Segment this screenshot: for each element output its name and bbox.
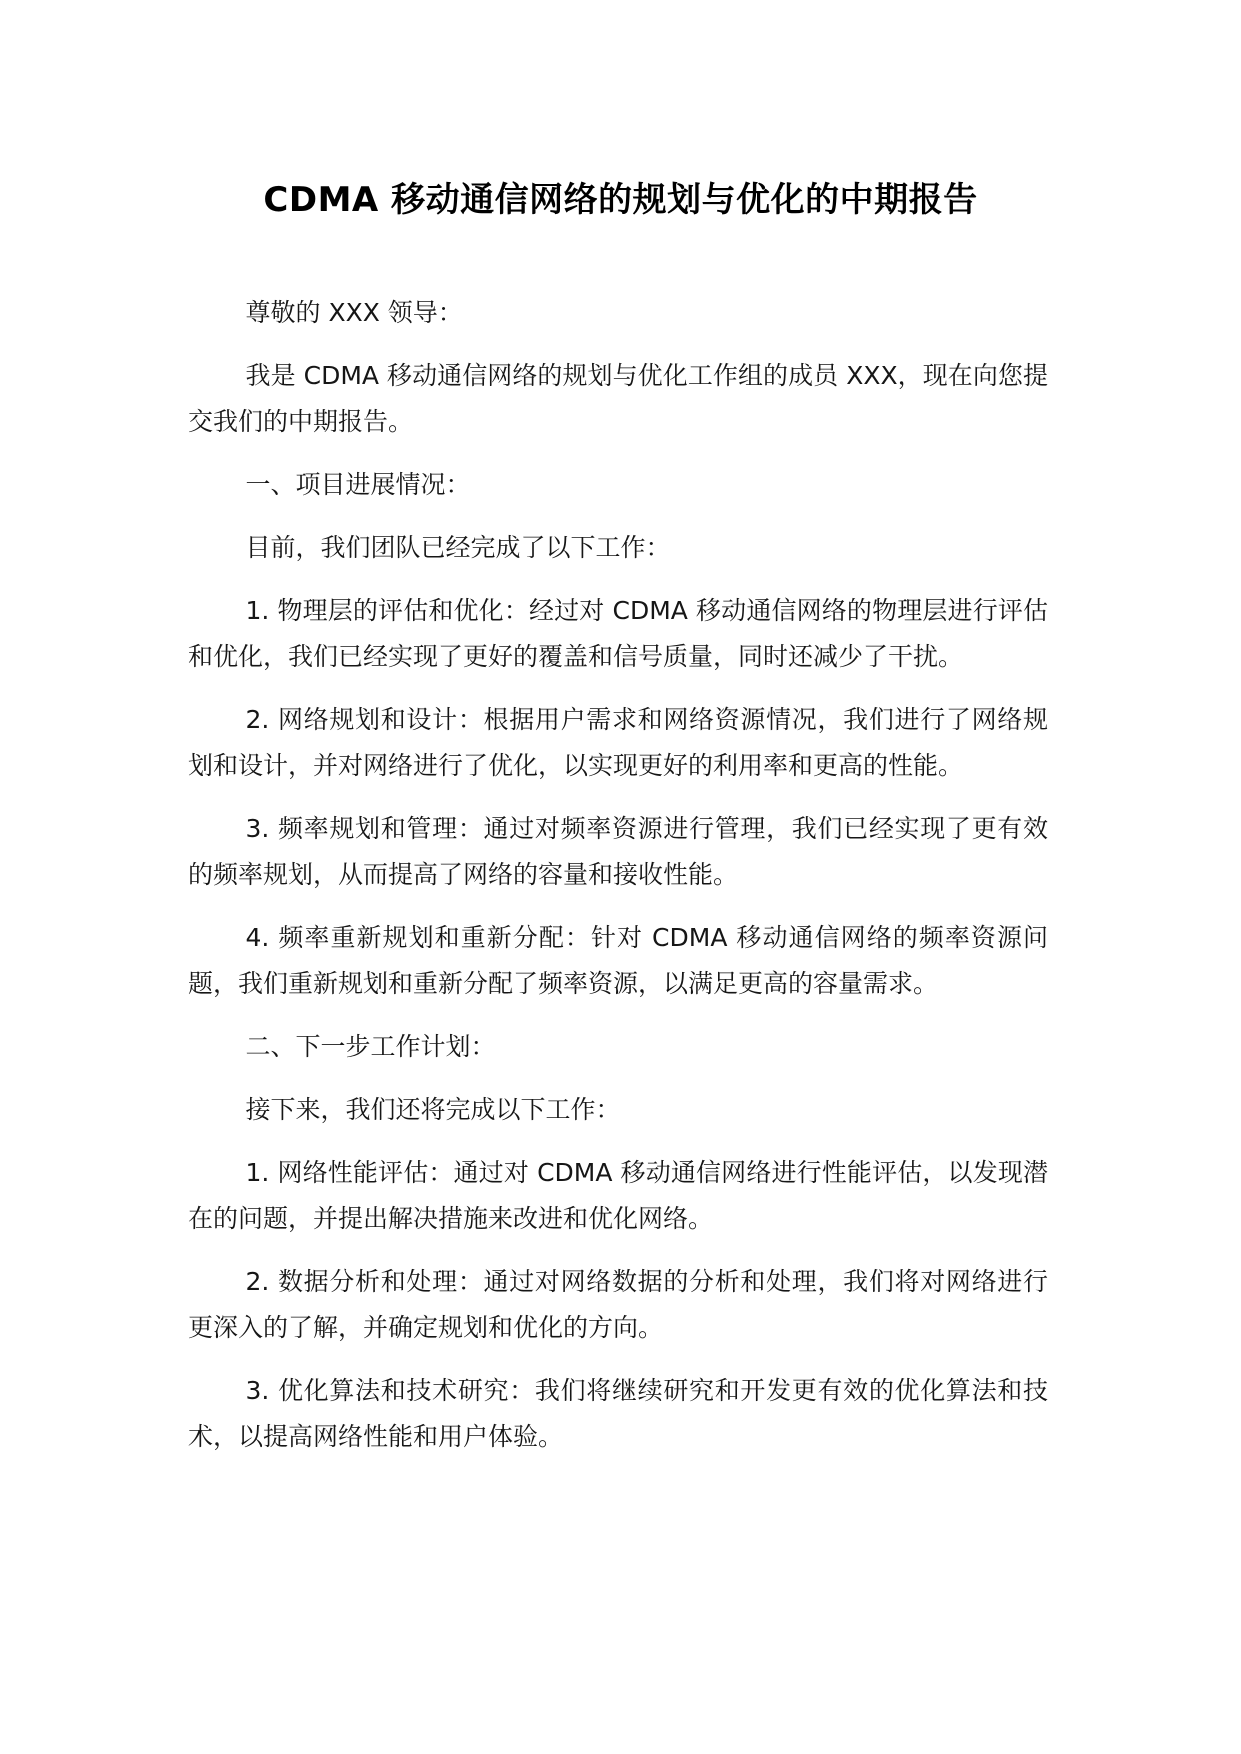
document-body bbox=[188, 290, 1048, 1477]
intro-paragraph: 我是 CDMA 移动通信网络的规划与优化工作组的成员 XXX，现在向您提交我们的中期报告。 bbox=[188, 361, 1048, 436]
next-step-item-1: 1. 网络性能评估：通过对 CDMA 移动通信网络进行性能评估，以发现潜在的问题，并提出解决措施来改进和优化网络。 bbox=[188, 1158, 1048, 1233]
progress-item-3: 3. 频率规划和管理：通过对频率资源进行管理，我们已经实现了更有效的频率规划，从而提高了网络的容量和接收性能。 bbox=[188, 814, 1048, 889]
progress-intro: 目前，我们团队已经完成了以下工作： bbox=[245, 533, 671, 562]
progress-item-1: 1. 物理层的评估和优化：经过对 CDMA 移动通信网络的物理层进行评估和优化，我们已经实现了更好的覆盖和信号质量，同时还减少了干扰。 bbox=[188, 596, 1048, 671]
progress-item-4: 4. 频率重新规划和重新分配：针对 CDMA 移动通信网络的频率资源问题，我们重新规划和重新分配了频率资源，以满足更高的容量需求。 bbox=[188, 923, 1048, 998]
section-heading-next-steps: 二、下一步工作计划： bbox=[245, 1032, 496, 1061]
salutation: 尊敬的 XXX 领导： bbox=[245, 298, 463, 327]
progress-item-2: 2. 网络规划和设计：根据用户需求和网络资源情况，我们进行了网络规划和设计，并对网络进行了优化，以实现更好的利用率和更高的性能。 bbox=[188, 705, 1048, 780]
next-steps-intro: 接下来，我们还将完成以下工作： bbox=[245, 1095, 621, 1124]
document-title: CDMA 移动通信网络的规划与优化的中期报告 bbox=[263, 180, 978, 220]
next-step-item-2: 2. 数据分析和处理：通过对网络数据的分析和处理，我们将对网络进行更深入的了解，并确定规划和优化的方向。 bbox=[188, 1267, 1048, 1342]
next-step-item-3: 3. 优化算法和技术研究：我们将继续研究和开发更有效的优化算法和技术，以提高网络性能和用户体验。 bbox=[188, 1376, 1048, 1451]
section-heading-progress: 一、项目进展情况： bbox=[245, 470, 471, 499]
